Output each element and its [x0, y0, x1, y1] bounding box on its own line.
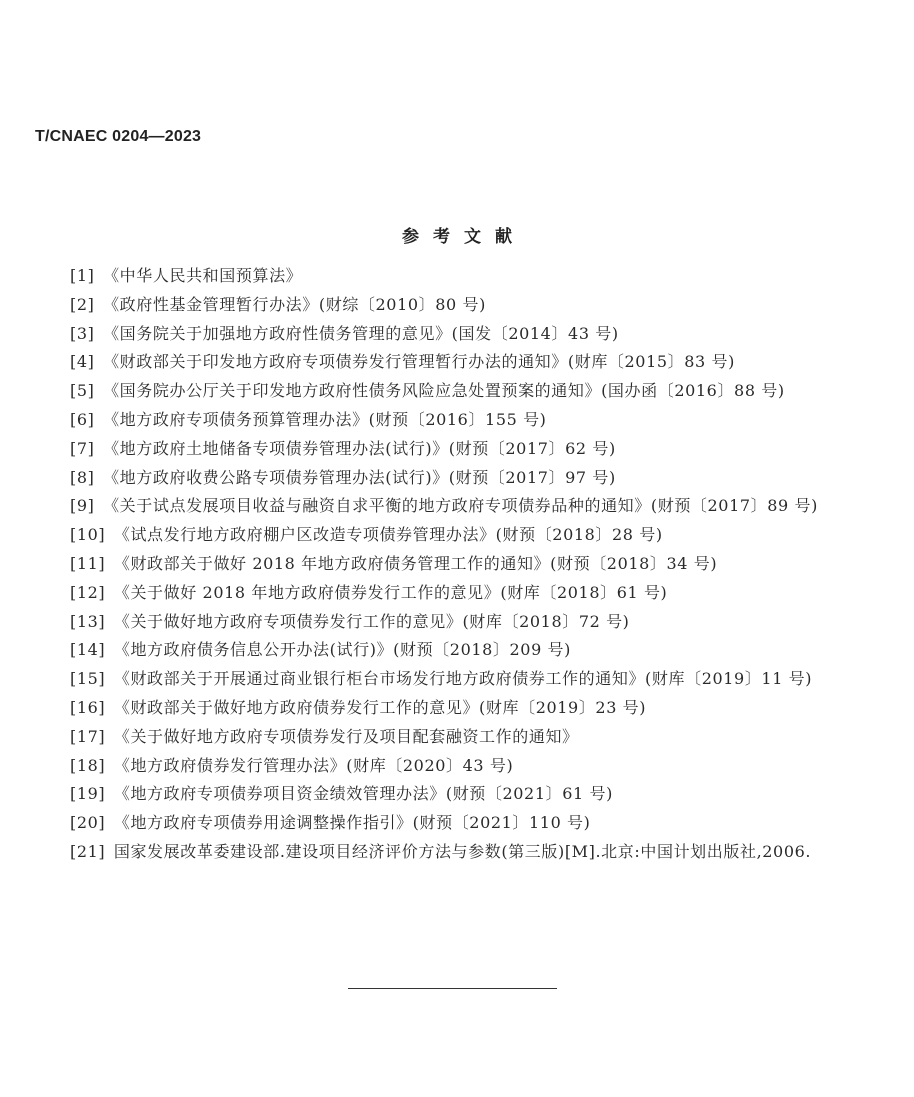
- reference-item: [35, 694, 880, 723]
- reference-number: [5]: [70, 381, 95, 401]
- reference-text: 《财政部关于印发地方政府专项债券发行管理暂行办法的通知》(财库〔2015〕83 号): [103, 352, 735, 372]
- reference-number: [11]: [70, 553, 106, 573]
- reference-text: 《财政部关于做好地方政府债券发行工作的意见》(财库〔2019〕23 号): [113, 697, 647, 717]
- reference-item: [35, 348, 880, 377]
- section-title: 参考文献: [402, 227, 526, 247]
- reference-text: 《关于做好 2018 年地方政府债券发行工作的意见》(财库〔2018〕61 号): [113, 582, 668, 602]
- reference-text: 《国务院关于加强地方政府性债务管理的意见》(国发〔2014〕43 号): [103, 323, 619, 343]
- reference-item: [35, 608, 880, 637]
- reference-text: 《地方政府专项债务预算管理办法》(财预〔2016〕155 号): [103, 409, 547, 429]
- reference-number: [6]: [70, 409, 95, 429]
- reference-number: [19]: [70, 784, 106, 804]
- reference-text: 《财政部关于做好 2018 年地方政府债务管理工作的通知》(财预〔2018〕34 号): [113, 553, 718, 573]
- reference-number: [20]: [70, 813, 106, 833]
- reference-number: [8]: [70, 467, 95, 487]
- reference-text: 《地方政府专项债券项目资金绩效管理办法》(财预〔2021〕61 号): [113, 784, 613, 804]
- reference-item: [35, 377, 880, 406]
- reference-number: [12]: [70, 582, 106, 602]
- reference-text: 《地方政府专项债券用途调整操作指引》(财预〔2021〕110 号): [113, 813, 591, 833]
- reference-item: [35, 435, 880, 464]
- reference-number: [2]: [70, 294, 95, 314]
- reference-number: [7]: [70, 438, 95, 458]
- reference-item: [35, 464, 880, 493]
- reference-item: [35, 636, 880, 665]
- reference-list: [35, 262, 880, 867]
- reference-number: [21]: [70, 841, 106, 861]
- reference-number: [3]: [70, 323, 95, 343]
- reference-number: [10]: [70, 525, 106, 545]
- reference-text: 《地方政府债券发行管理办法》(财库〔2020〕43 号): [113, 755, 514, 775]
- reference-item: [35, 262, 880, 291]
- reference-number: [14]: [70, 640, 106, 660]
- reference-item: [35, 665, 880, 694]
- reference-item: [35, 723, 880, 752]
- reference-text: 国家发展改革委建设部.建设项目经济评价方法与参数(第三版)[M].北京:中国计划出版社,2006.: [113, 841, 812, 861]
- reference-number: [4]: [70, 352, 95, 372]
- reference-item: [35, 291, 880, 320]
- reference-number: [16]: [70, 697, 106, 717]
- reference-text: 《地方政府收费公路专项债券管理办法(试行)》(财预〔2017〕97 号): [103, 467, 616, 487]
- reference-number: [13]: [70, 611, 106, 631]
- reference-number: [18]: [70, 755, 106, 775]
- reference-text: 《中华人民共和国预算法》: [103, 266, 303, 285]
- reference-item: [35, 579, 880, 608]
- reference-text: 《关于试点发展项目收益与融资自求平衡的地方政府专项债券品种的通知》(财预〔2017〕89 号): [103, 496, 818, 516]
- reference-number: [17]: [70, 726, 106, 746]
- reference-item: [35, 550, 880, 579]
- reference-text: 《国务院办公厅关于印发地方政府性债务风险应急处置预案的通知》(国办函〔2016〕88 号): [103, 381, 785, 401]
- reference-item: [35, 838, 880, 867]
- reference-text: 《地方政府土地储备专项债券管理办法(试行)》(财预〔2017〕62 号): [103, 438, 616, 458]
- reference-text: 《试点发行地方政府棚户区改造专项债券管理办法》(财预〔2018〕28 号): [113, 525, 663, 545]
- reference-number: [15]: [70, 669, 106, 689]
- reference-text: 《关于做好地方政府专项债券发行工作的意见》(财库〔2018〕72 号): [113, 611, 630, 631]
- reference-text: 《关于做好地方政府专项债券发行及项目配套融资工作的通知》: [113, 726, 579, 746]
- standard-number: T/CNAEC 0204—2023: [35, 128, 202, 145]
- reference-item: [35, 521, 880, 550]
- reference-item: [35, 492, 880, 521]
- reference-text: 《政府性基金管理暂行办法》(财综〔2010〕80 号): [103, 294, 486, 314]
- reference-item: [35, 809, 880, 838]
- reference-text: 《财政部关于开展通过商业银行柜台市场发行地方政府债券工作的通知》(财库〔2019〕11 号): [113, 669, 813, 689]
- end-rule: [348, 988, 557, 989]
- reference-text: 《地方政府债务信息公开办法(试行)》(财预〔2018〕209 号): [113, 640, 571, 660]
- reference-number: [9]: [70, 496, 95, 516]
- reference-item: [35, 752, 880, 781]
- reference-item: [35, 780, 880, 809]
- reference-item: [35, 320, 880, 349]
- reference-number: [1]: [70, 266, 95, 285]
- reference-item: [35, 406, 880, 435]
